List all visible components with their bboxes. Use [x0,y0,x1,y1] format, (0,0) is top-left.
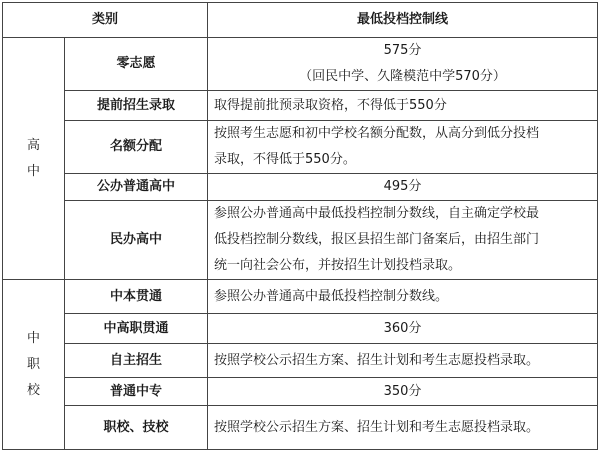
cutoff-value-line: 按照学校公示招生方案、招生计划和考生志愿投档录取。 [214,352,540,368]
cutoff-value-line: 按照学校公示招生方案、招生计划和考生志愿投档录取。 [214,419,540,435]
table-row [3,38,598,91]
cutoff-table [2,2,598,450]
table-row [3,344,598,378]
cutoff-value-line: 参照公办普通高中最低投档控制分数线。 [214,288,449,304]
cutoff-value-cell [208,280,598,314]
table-body [3,38,598,450]
table-row [3,201,598,280]
cutoff-value-cell [208,91,598,121]
cutoff-value-line: （回民中学、久隆模范中学570分） [299,69,506,84]
table-header-row [3,3,598,38]
header-cutoff-line: 最低投档控制线 [208,3,598,38]
cutoff-value-line: 取得提前批预录取资格，不得低于550分 [214,97,447,113]
group-category-cell [3,38,65,280]
cutoff-value-line: 360分 [383,320,422,336]
table-row [3,314,598,344]
header-category: 类别 [3,3,208,38]
subcategory-cell: 名额分配 [65,121,208,174]
cutoff-value-line: 按照考生志愿和初中学校名额分配数，从高分到低分投档 [214,126,540,141]
group-category-char: 中 [26,330,40,346]
cutoff-value-line: 495分 [383,179,422,194]
cutoff-value-cell [208,38,598,91]
subcategory-cell: 中高职贯通 [65,314,208,344]
cutoff-value-cell [208,174,598,201]
cutoff-value-cell [208,344,598,378]
cutoff-value-line: 参照公办普通高中最低投档控制分数线，自主确定学校最 [214,206,540,221]
cutoff-value-cell [208,121,598,174]
cutoff-value-cell [208,378,598,406]
subcategory-cell: 零志愿 [65,38,208,91]
subcategory-cell: 公办普通高中 [65,174,208,201]
table-row [3,280,598,314]
cutoff-value-line: 低投档控制分数线，报区县招生部门备案后，由招生部门 [214,232,540,247]
table-row [3,378,598,406]
subcategory-cell: 提前招生录取 [65,91,208,121]
subcategory-cell: 职校、技校 [65,406,208,450]
subcategory-cell: 中本贯通 [65,280,208,314]
group-category-cell [3,280,65,450]
cutoff-value-cell [208,406,598,450]
subcategory-cell: 普通中专 [65,378,208,406]
cutoff-value-line: 录取，不得低于550分。 [214,152,356,167]
cutoff-value-line: 575分 [383,43,422,58]
cutoff-value-cell [208,201,598,280]
table-row [3,406,598,450]
group-category-char: 职 [26,356,40,372]
cutoff-value-line: 统一向社会公布，并按招生计划投档录取。 [214,258,462,273]
cutoff-value-line: 350分 [383,383,422,399]
cutoff-value-cell [208,314,598,344]
subcategory-cell: 民办高中 [65,201,208,280]
table-row [3,121,598,174]
table-row [3,174,598,201]
group-category-char: 高 [26,137,40,153]
table-row [3,91,598,121]
subcategory-cell: 自主招生 [65,344,208,378]
group-category-char: 校 [26,382,40,398]
group-category-char: 中 [26,163,40,179]
